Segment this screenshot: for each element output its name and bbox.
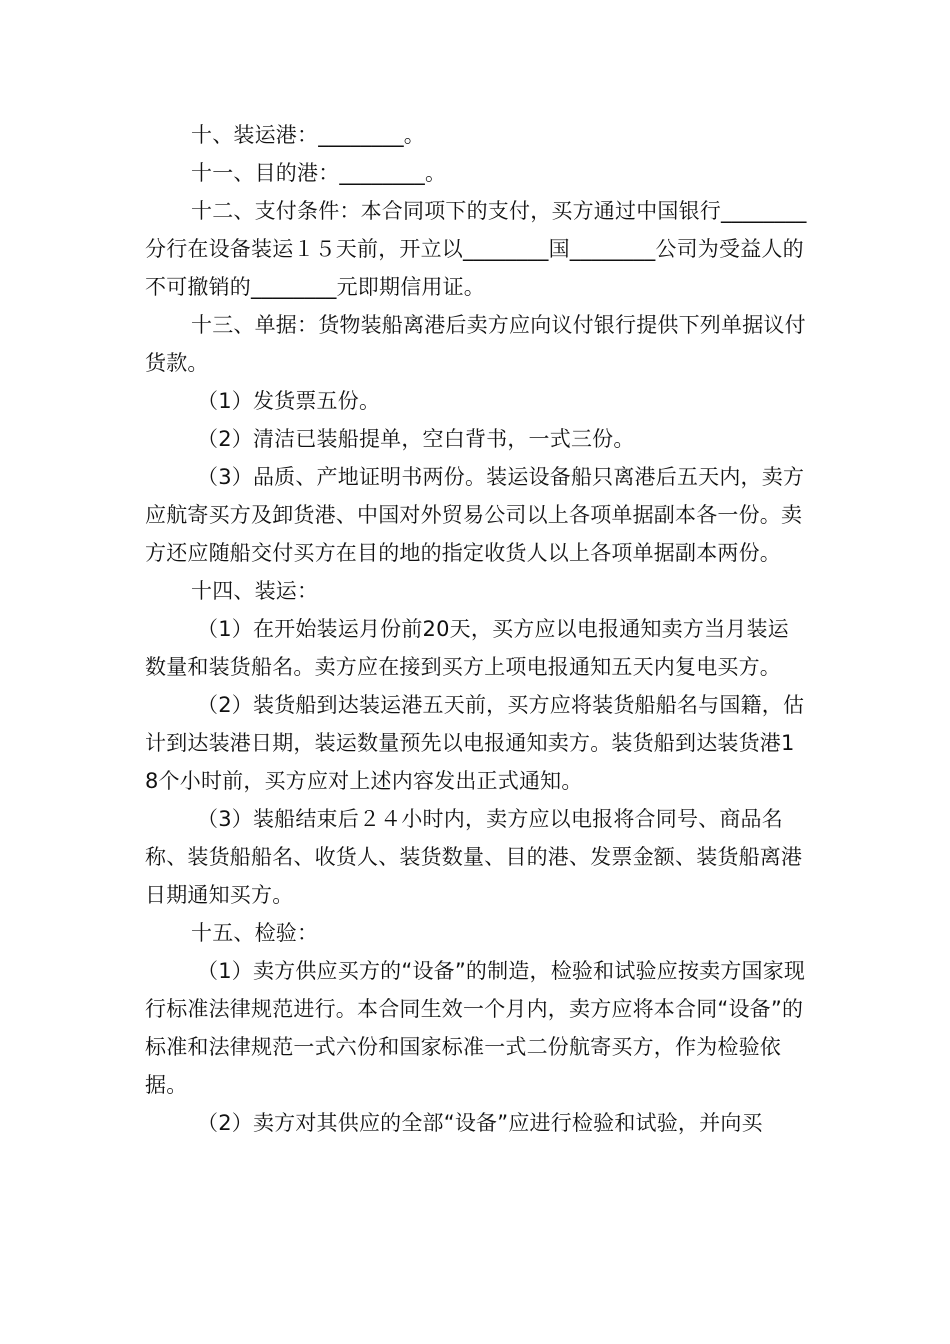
clause-13-item-3: （3）品质、产地证明书两份。装运设备船只离港后五天内，卖方应航寄买方及卸货港、中国对外贸易公司以上各项单据副本各一份。卖方还应随船交付买方在目的地的指定收货人以上各项单据副本两份。 [145,465,805,565]
clause-14-item-1: （1）在开始装运月份前20天，买方应以电报通知卖方当月装运数量和装货船名。卖方应在接到买方上项电报通知五天内复电买方。 [145,617,789,679]
document-body [145,116,807,1142]
clause-13-item-2: （2）清洁已装船提单，空白背书，一式三份。 [197,427,635,451]
clause-11-destination-port: 十一、目的港：________。 [191,161,447,185]
clause-14-shipment: 十四、装运： [191,579,319,603]
clause-14-item-2: （2）装货船到达装运港五天前，买方应将装货船船名与国籍，估计到达装港日期，装运数量预先以电报通知卖方。装货船到达装货港18个小时前，买方应对上述内容发出正式通知。 [145,693,805,793]
clause-15-item-1: （1）卖方供应买方的“设备”的制造，检验和试验应按卖方国家现行标准法律规范进行。本合同生效一个月内，卖方应将本合同“设备”的标准和法律规范一式六份和国家标准一式二份航寄买方，作为检验依据。 [145,959,806,1097]
clause-13-documents: 十三、单据：货物装船离港后卖方应向议付银行提供下列单据议付货款。 [145,313,806,375]
clause-12-payment-terms: 十二、支付条件：本合同项下的支付，买方通过中国银行________分行在设备装运１５天前，开立以________国________公司为受益人的不可撤销的________元即期信用证。 [145,199,807,299]
clause-13-item-1: （1）发货票五份。 [197,389,381,413]
clause-10-loading-port: 十、装运港：________。 [191,123,425,147]
clause-15-item-2: （2）卖方对其供应的全部“设备”应进行检验和试验，并向买 [197,1111,763,1135]
clause-14-item-3: （3）装船结束后２４小时内，卖方应以电报将合同号、商品名称、装货船船名、收货人、装货数量、目的港、发票金额、装货船离港日期通知买方。 [145,807,803,907]
clause-15-inspection: 十五、检验： [191,921,319,945]
